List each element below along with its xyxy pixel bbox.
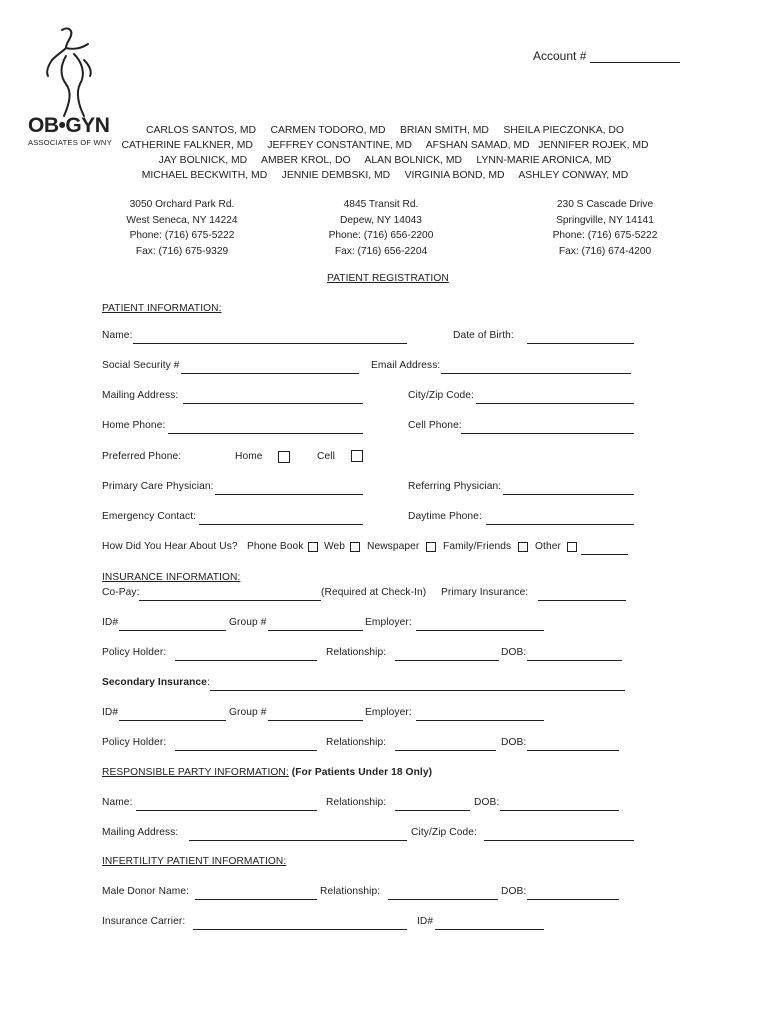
ssn-field[interactable] — [181, 373, 359, 374]
name-label: Name: — [102, 330, 133, 341]
primary-group-field[interactable] — [268, 630, 363, 631]
donor-dob-field[interactable] — [527, 899, 619, 900]
doctors-line: MICHAEL BECKWITH, MD JENNIE DEMBSKI, MD VIRGINIA BOND, MD ASHLEY CONWAY, MD — [141, 170, 629, 181]
mailing-address-label: Mailing Address: — [102, 390, 179, 401]
copay-label: Co-Pay: — [102, 587, 140, 598]
office-depew — [320, 197, 442, 259]
home-phone-label: Home Phone: — [102, 420, 166, 431]
primary-relationship-field[interactable] — [395, 660, 499, 661]
secondary-id-field[interactable] — [119, 720, 226, 721]
form-title: PATIENT REGISTRATION — [327, 273, 449, 284]
cell-phone-label: Cell Phone: — [408, 420, 462, 431]
primary-insurance-field[interactable] — [538, 600, 626, 601]
insurance-section-heading: INSURANCE INFORMATION: — [102, 572, 241, 583]
logo-tagline: ASSOCIATES OF WNY — [28, 138, 112, 147]
office-phone: Phone: (716) 675-5222 — [129, 230, 235, 241]
preferred-cell-label: Cell — [317, 451, 335, 462]
email-label: Email Address: — [371, 360, 441, 371]
office-fax: Fax: (716) 675-9329 — [135, 245, 229, 257]
primary-employer-label: Employer: — [365, 617, 412, 628]
hear-about-us-label: How Did You Hear About Us? — [102, 541, 238, 552]
primary-policy-holder-field[interactable] — [175, 660, 317, 661]
primary-id-label: ID# — [102, 617, 119, 628]
referring-label: Referring Physician: — [408, 481, 502, 492]
preferred-home-checkbox[interactable] — [278, 451, 290, 463]
secondary-policy-holder-field[interactable] — [175, 750, 317, 751]
primary-employer-field[interactable] — [416, 630, 544, 631]
primary-dob-label: DOB: — [501, 647, 527, 658]
responsible-dob-field[interactable] — [500, 810, 619, 811]
secondary-insurance-field[interactable] — [210, 690, 625, 691]
hear-newspaper-label: Newspaper — [367, 541, 420, 552]
insurance-carrier-label: Insurance Carrier: — [102, 916, 186, 927]
hear-other-checkbox[interactable] — [567, 542, 577, 552]
referring-field[interactable] — [503, 494, 634, 495]
secondary-group-field[interactable] — [268, 720, 363, 721]
account-field[interactable] — [590, 62, 680, 63]
primary-dob-field[interactable] — [527, 660, 622, 661]
dob-field[interactable] — [527, 343, 634, 344]
hear-family-checkbox[interactable] — [518, 542, 528, 552]
doctors-line: CARLOS SANTOS, MD CARMEN TODORO, MD BRIAN SMITH, MD SHEILA PIECZONKA, DO — [145, 125, 625, 136]
name-field[interactable] — [133, 343, 407, 344]
responsible-section-heading — [102, 767, 432, 778]
responsible-cityzip-field[interactable] — [484, 840, 634, 841]
doctors-list — [0, 123, 770, 183]
dob-label: Date of Birth: — [453, 330, 514, 341]
office-street: 230 S Cascade Drive — [556, 199, 654, 210]
office-street: 3050 Orchard Park Rd. — [129, 199, 235, 210]
city-zip-label: City/Zip Code: — [408, 390, 474, 401]
office-city: West Seneca, NY 14224 — [126, 214, 238, 226]
responsible-relationship-label: Relationship: — [326, 797, 387, 808]
secondary-insurance-label — [102, 677, 210, 688]
hear-other-field[interactable] — [581, 554, 628, 555]
donor-dob-label: DOB: — [501, 886, 527, 897]
male-donor-field[interactable] — [195, 899, 317, 900]
responsible-heading-text: RESPONSIBLE PARTY INFORMATION: — [102, 767, 289, 778]
donor-relationship-label: Relationship: — [320, 886, 381, 897]
account-label: Account # — [533, 49, 587, 63]
hear-family-label: Family/Friends — [443, 541, 512, 552]
hear-web-checkbox[interactable] — [350, 542, 360, 552]
doctors-line: CATHERINE FALKNER, MD JEFFREY CONSTANTINE, MD AFSHAN SAMAD, MD JENNIFER ROJEK, MD — [121, 140, 649, 151]
secondary-policy-holder-label: Policy Holder: — [102, 737, 167, 748]
copay-field[interactable] — [139, 600, 321, 601]
office-fax: Fax: (716) 656-2204 — [334, 245, 428, 257]
logo-brand-name: OB•GYN — [28, 114, 110, 137]
primary-group-label: Group # — [229, 617, 267, 628]
carrier-id-label: ID# — [417, 916, 434, 927]
responsible-mailing-field[interactable] — [189, 840, 407, 841]
doctors-line: JAY BOLNICK, MD AMBER KROL, DO ALAN BOLNICK, MD LYNN-MARIE ARONICA, MD — [158, 155, 612, 166]
hear-phonebook-label: Phone Book — [247, 541, 304, 552]
infertility-section-heading: INFERTILITY PATIENT INFORMATION: — [102, 856, 287, 867]
secondary-relationship-field[interactable] — [395, 750, 496, 751]
hear-phonebook-checkbox[interactable] — [308, 542, 318, 552]
patient-section-heading: PATIENT INFORMATION: — [102, 303, 222, 314]
city-zip-field[interactable] — [476, 403, 634, 404]
responsible-name-label: Name: — [102, 797, 133, 808]
preferred-cell-checkbox[interactable] — [351, 450, 363, 462]
hear-other-label: Other — [535, 541, 561, 552]
primary-policy-holder-label: Policy Holder: — [102, 647, 167, 658]
emergency-contact-field[interactable] — [199, 524, 363, 525]
secondary-employer-field[interactable] — [416, 720, 544, 721]
mailing-address-field[interactable] — [183, 403, 363, 404]
hear-web-label: Web — [324, 541, 346, 552]
male-donor-label: Male Donor Name: — [102, 886, 190, 897]
office-phone: Phone: (716) 656-2200 — [328, 230, 434, 241]
office-fax: Fax: (716) 674-4200 — [558, 245, 652, 257]
primary-relationship-label: Relationship: — [326, 647, 387, 658]
secondary-id-label: ID# — [102, 707, 119, 718]
secondary-relationship-label: Relationship: — [326, 737, 387, 748]
secondary-employer-label: Employer: — [365, 707, 412, 718]
responsible-mailing-label: Mailing Address: — [102, 827, 179, 838]
responsible-dob-label: DOB: — [474, 797, 500, 808]
office-phone: Phone: (716) 675-5222 — [552, 230, 658, 241]
responsible-heading-note: (For Patients Under 18 Only) — [291, 767, 433, 778]
daytime-phone-field[interactable] — [486, 524, 634, 525]
pcp-field[interactable] — [215, 494, 363, 495]
donor-relationship-field[interactable] — [388, 899, 498, 900]
primary-insurance-label: Primary Insurance: — [441, 587, 529, 598]
secondary-group-label: Group # — [229, 707, 267, 718]
insurance-carrier-field[interactable] — [193, 929, 407, 930]
secondary-insurance-text: Secondary Insurance — [102, 677, 207, 688]
pcp-label: Primary Care Physician: — [102, 481, 214, 492]
hear-newspaper-checkbox[interactable] — [426, 542, 436, 552]
primary-id-field[interactable] — [119, 630, 226, 631]
emergency-contact-label: Emergency Contact: — [102, 511, 197, 522]
secondary-dob-field[interactable] — [527, 750, 619, 751]
secondary-dob-label: DOB: — [501, 737, 527, 748]
secondary-insurance-colon: : — [206, 677, 210, 688]
email-field[interactable] — [441, 373, 631, 374]
responsible-name-field[interactable] — [136, 810, 317, 811]
responsible-cityzip-label: City/Zip Code: — [411, 827, 477, 838]
office-street: 4845 Transit Rd. — [343, 199, 419, 210]
office-springville — [544, 197, 666, 259]
home-phone-field[interactable] — [168, 433, 363, 434]
ssn-label: Social Security # — [102, 360, 180, 371]
carrier-id-field[interactable] — [435, 929, 544, 930]
preferred-phone-label: Preferred Phone: — [102, 451, 182, 462]
office-orchard-park — [122, 197, 242, 259]
responsible-relationship-field[interactable] — [395, 810, 470, 811]
cell-phone-field[interactable] — [461, 433, 634, 434]
office-city: Springville, NY 14141 — [556, 214, 654, 226]
office-city: Depew, NY 14043 — [340, 214, 422, 226]
copay-required-note: (Required at Check-In) — [321, 587, 427, 598]
daytime-phone-label: Daytime Phone: — [408, 511, 482, 522]
preferred-home-label: Home — [235, 451, 263, 462]
logo-figure-icon — [40, 26, 100, 118]
